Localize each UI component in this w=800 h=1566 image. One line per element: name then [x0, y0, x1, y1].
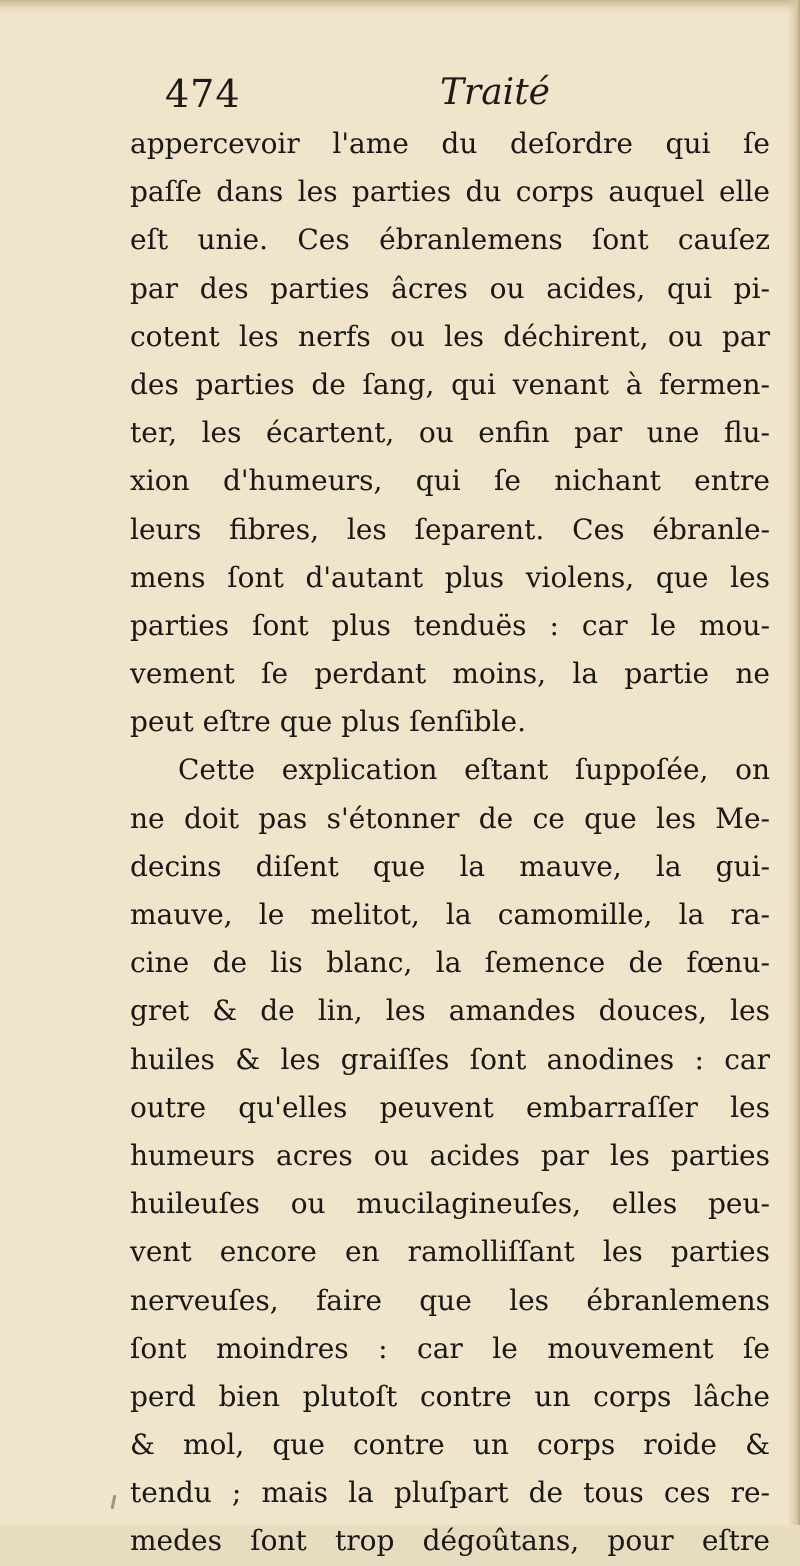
text-line: xion d'humeurs, qui ſe nichant entre: [130, 464, 770, 498]
text-line: huiles & les graiſſes ſont anodines : car: [130, 1042, 770, 1076]
paragraph: [130, 120, 770, 746]
text-line: mens ſont d'autant plus violens, que les: [130, 560, 770, 594]
text-line: huileuſes ou mucilagineuſes, elles peu-: [130, 1187, 770, 1221]
text-line: decins diſent que la mauve, la gui-: [130, 849, 770, 883]
text-line: par des parties âcres ou acides, qui pi-: [130, 271, 770, 305]
ink-mark: [111, 1495, 117, 1509]
paragraph: [130, 746, 770, 1565]
text-line: ne doit pas s'étonner de ce que les Me-: [130, 801, 770, 835]
text-line: appercevoir l'ame du deſordre qui ſe: [130, 127, 770, 160]
running-title: Traité: [440, 72, 550, 113]
page-gutter-edge: [788, 0, 800, 1525]
text-line: Cette explication eſtant ſuppoſée, on: [178, 753, 770, 787]
text-line: ter, les écartent, ou enfin par une flu-: [130, 416, 770, 450]
text-line: mauve, le melitot, la camomille, la ra-: [130, 898, 770, 931]
text-line: & mol, que contre un corps roide &: [130, 1428, 770, 1462]
text-line: ſont moindres : car le mouvement ſe: [130, 1331, 770, 1365]
text-line: tendu ; mais la pluſpart de tous ces re-: [130, 1476, 770, 1510]
text-line: perd bien plutoſt contre un corps lâche: [130, 1379, 770, 1413]
text-line: parties ſont plus tenduës : car le mou-: [130, 608, 770, 642]
page-top-shadow: [0, 0, 800, 14]
text-line: cine de lis blanc, la ſemence de fœnu-: [130, 946, 770, 980]
text-line: gret & de lin, les amandes douces, les: [130, 994, 770, 1028]
text-line: medes ſont trop dégoûtans, pour eſtre: [130, 1524, 770, 1558]
text-line: peut eſtre que plus ſenſible.: [130, 705, 526, 739]
text-line: leurs fibres, les ſeparent. Ces ébranle-: [130, 512, 770, 546]
text-line: vement ſe perdant moins, la partie ne: [130, 657, 770, 691]
text-line: humeurs acres ou acides par les parties: [130, 1138, 770, 1172]
text-line: eſt unie. Ces ébranlemens ſont cauſez: [130, 223, 770, 257]
text-line: vent encore en ramolliſſant les parties: [130, 1235, 770, 1269]
body-text: [130, 120, 770, 1566]
page-number: 474: [165, 72, 241, 116]
text-line: paſſe dans les parties du corps auquel elle: [130, 175, 770, 209]
text-line: des parties de ſang, qui venant à fermen-: [130, 367, 770, 401]
page-header: [165, 72, 775, 122]
text-line: nerveuſes, faire que les ébranlemens: [130, 1283, 770, 1317]
text-line: outre qu'elles peuvent embarraſſer les: [130, 1090, 770, 1124]
text-line: cotent les nerfs ou les déchirent, ou par: [130, 319, 770, 353]
